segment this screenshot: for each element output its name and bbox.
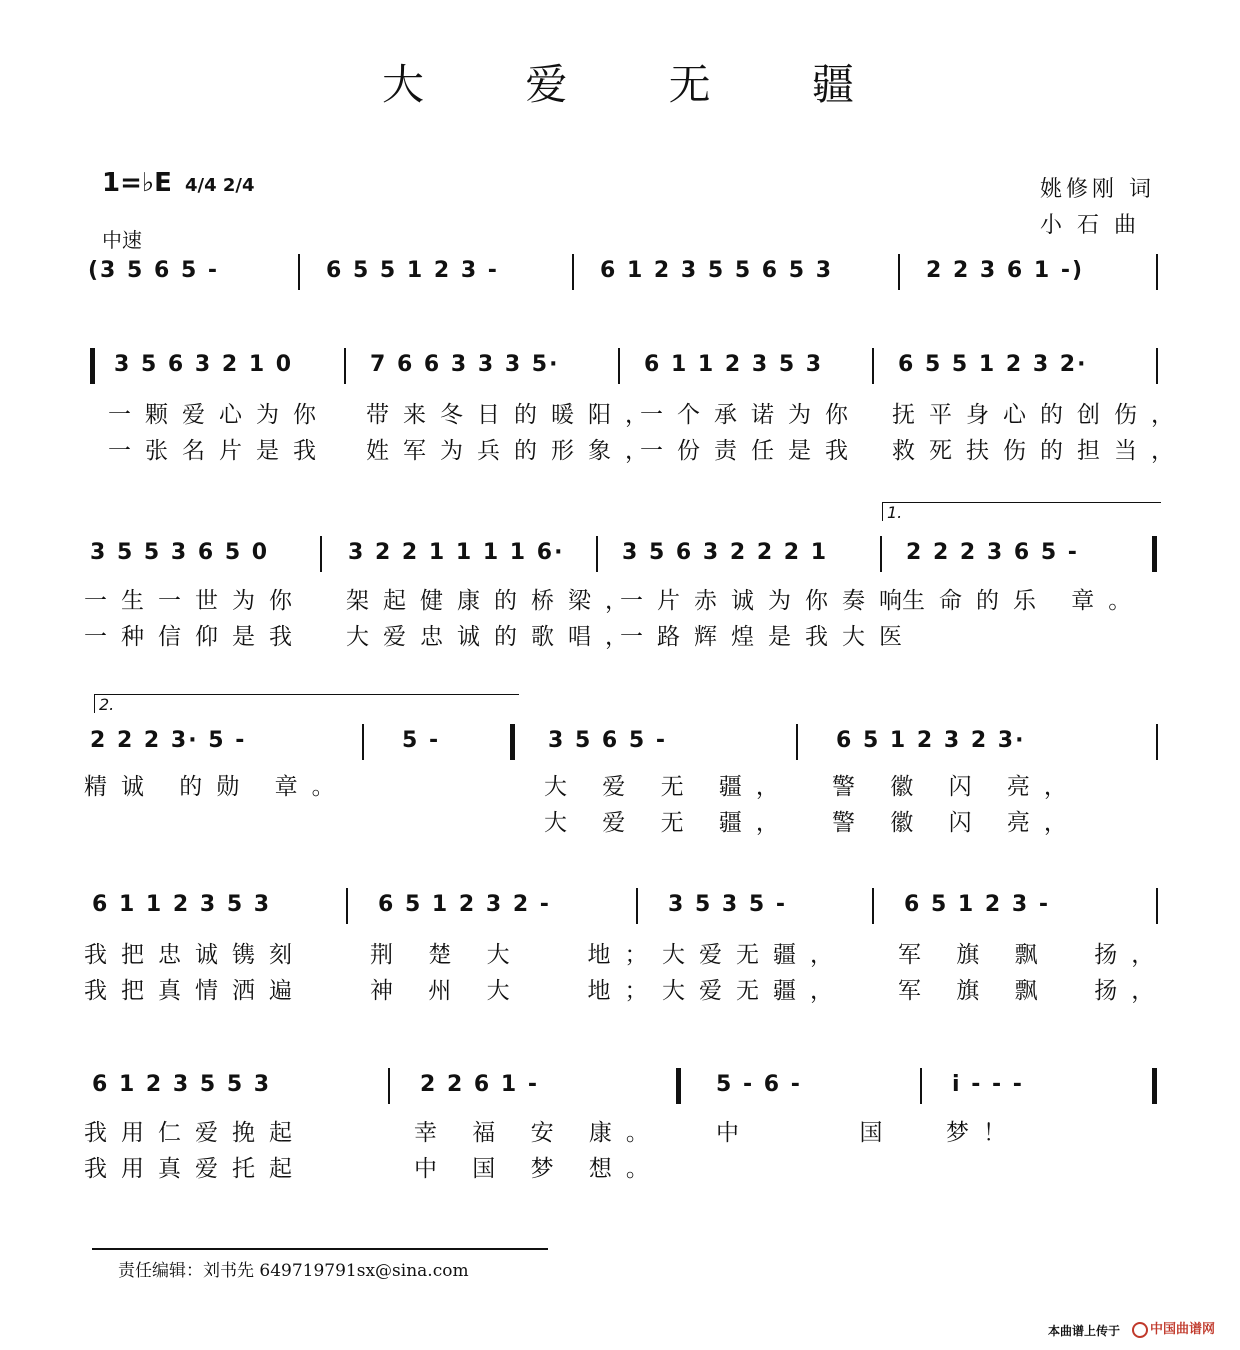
lyric: 大 爱 无 疆， [544, 810, 793, 836]
lyric: 大 爱 无 疆， [544, 774, 793, 800]
measure: 3 5 6 3 2 2 2 1 [622, 540, 829, 565]
site-logo [1132, 1318, 1215, 1338]
measure: 3 5 6 5 - [548, 728, 667, 753]
lyric: 中 国 梦 想。 [414, 1156, 663, 1182]
lyric: 一张名片是我 [108, 438, 330, 464]
measure: 2 2 6 1 - [420, 1072, 539, 1097]
lyric: 中 国 [716, 1120, 897, 1146]
measure: 6 5 1 2 3 - [904, 892, 1050, 917]
logo-icon [1132, 1322, 1148, 1338]
measure: 6 5 5 1 2 3 - [326, 258, 499, 283]
barline [1156, 348, 1158, 384]
second-ending-bracket: 2. [94, 694, 519, 713]
key-label: 1=♭E [102, 168, 172, 198]
measure: 6 5 1 2 3 2 - [378, 892, 551, 917]
measure: 3 5 3 5 - [668, 892, 787, 917]
measure: 6 1 2 3 5 5 3 [92, 1072, 272, 1097]
measure: i - - - [952, 1072, 1024, 1097]
measure: 3 5 6 3 2 1 0 [114, 352, 294, 377]
lyric: 一个承诺为你 [640, 402, 862, 428]
staff-line-1 [80, 352, 1160, 392]
lyric: 救死扶伤的担当， [892, 438, 1188, 464]
barline [346, 888, 348, 924]
measure: 7 6 6 3 3 3 5· [370, 352, 560, 377]
repeat-end-bar [1152, 536, 1157, 572]
lyric: 姓军为兵的形象， [366, 438, 662, 464]
lyric: 一生一世为你 [84, 588, 306, 614]
barline [388, 1068, 390, 1104]
barline [920, 1068, 922, 1104]
lyric: 架起健康的桥梁， [346, 588, 642, 614]
barline [636, 888, 638, 924]
lyric: 荆 楚 大 地； [370, 942, 662, 968]
first-ending-bracket: 1. [882, 502, 1161, 521]
measure: 6 5 5 1 2 3 2· [898, 352, 1088, 377]
barline [1156, 254, 1158, 290]
lyric: 一份责任是我 [640, 438, 862, 464]
lyric: 一颗爱心为你 [108, 402, 330, 428]
staff-line-intro [80, 258, 1160, 298]
song-title: 大 爱 无 疆 [381, 60, 899, 109]
barline [618, 348, 620, 384]
staff-line-5 [80, 1072, 1160, 1112]
barline [872, 348, 874, 384]
lyricist-credit: 姚修刚 词 [1040, 177, 1155, 202]
lyric: 带来冬日的暖阳， [366, 402, 662, 428]
composer-credit: 小 石 曲 [1040, 213, 1140, 238]
barline [320, 536, 322, 572]
site-logo-text: 中国曲谱网 [1150, 1322, 1216, 1337]
measure: 5 - [402, 728, 441, 753]
lyric: 我用仁爱挽起 [84, 1120, 306, 1146]
lyric: 抚平身心的创伤， [892, 402, 1188, 428]
repeat-end-bar [676, 1068, 681, 1104]
barline [796, 724, 798, 760]
lyric: 生命的乐 章。 [902, 588, 1146, 614]
barline [298, 254, 300, 290]
tempo-marking: 中速 [102, 228, 142, 252]
barline [344, 348, 346, 384]
measure: 5 - 6 - [716, 1072, 802, 1097]
barline [1156, 724, 1158, 760]
lyric: 精诚 的勋 章。 [84, 774, 349, 800]
barline [880, 536, 882, 572]
lyric: 梦！ [946, 1120, 1020, 1146]
measure: 2 2 2 3· 5 - [90, 728, 247, 753]
measure: 6 1 1 2 3 5 3 [644, 352, 824, 377]
lyric: 大爱无疆， [662, 942, 847, 968]
repeat-start-bar [90, 348, 95, 384]
lyric: 军 旗 飘 扬， [898, 942, 1169, 968]
barline [362, 724, 364, 760]
staff-line-3 [80, 728, 1160, 768]
lyric: 我用真爱托起 [84, 1156, 306, 1182]
barline [898, 254, 900, 290]
lyric: 一片赤诚为你奏响 [620, 588, 916, 614]
footer-divider [92, 1248, 548, 1250]
time-signature: 4/4 2/4 [184, 175, 255, 196]
upload-note: 本曲谱上传于 [1048, 1324, 1121, 1338]
measure: 3 5 5 3 6 5 0 [90, 540, 270, 565]
lyric: 幸 福 安 康。 [414, 1120, 663, 1146]
lyric: 大爱忠诚的歌唱， [346, 624, 642, 650]
lyric: 军 旗 飘 扬， [898, 978, 1169, 1004]
measure: 2 2 3 6 1 -) [926, 258, 1085, 283]
measure: 6 1 2 3 5 5 6 5 3 [600, 258, 834, 283]
lyric: 一种信仰是我 [84, 624, 306, 650]
measure: 3 2 2 1 1 1 1 6· [348, 540, 565, 565]
lyric: 大爱无疆， [662, 978, 847, 1004]
barline [596, 536, 598, 572]
repeat-start-bar [510, 724, 515, 760]
barline [572, 254, 574, 290]
editor-credit: 责任编辑：刘书先 649719791sx@sina.com [118, 1261, 469, 1281]
lyric: 我把忠诚镌刻 [84, 942, 306, 968]
staff-line-4 [80, 892, 1160, 932]
lyric: 神 州 大 地； [370, 978, 662, 1004]
lyric: 一路辉煌是我大医 [620, 624, 916, 650]
staff-line-2 [80, 540, 1160, 580]
barline [1156, 888, 1158, 924]
key-signature [102, 168, 254, 198]
final-bar [1152, 1068, 1157, 1104]
lyric: 警 徽 闪 亮， [832, 810, 1081, 836]
lyric: 我把真情洒遍 [84, 978, 306, 1004]
barline [872, 888, 874, 924]
measure: 6 1 1 2 3 5 3 [92, 892, 272, 917]
measure: 2 2 2 3 6 5 - [906, 540, 1079, 565]
measure: (3 5 6 5 - [88, 258, 220, 283]
lyric: 警 徽 闪 亮， [832, 774, 1081, 800]
measure: 6 5 1 2 3 2 3· [836, 728, 1026, 753]
